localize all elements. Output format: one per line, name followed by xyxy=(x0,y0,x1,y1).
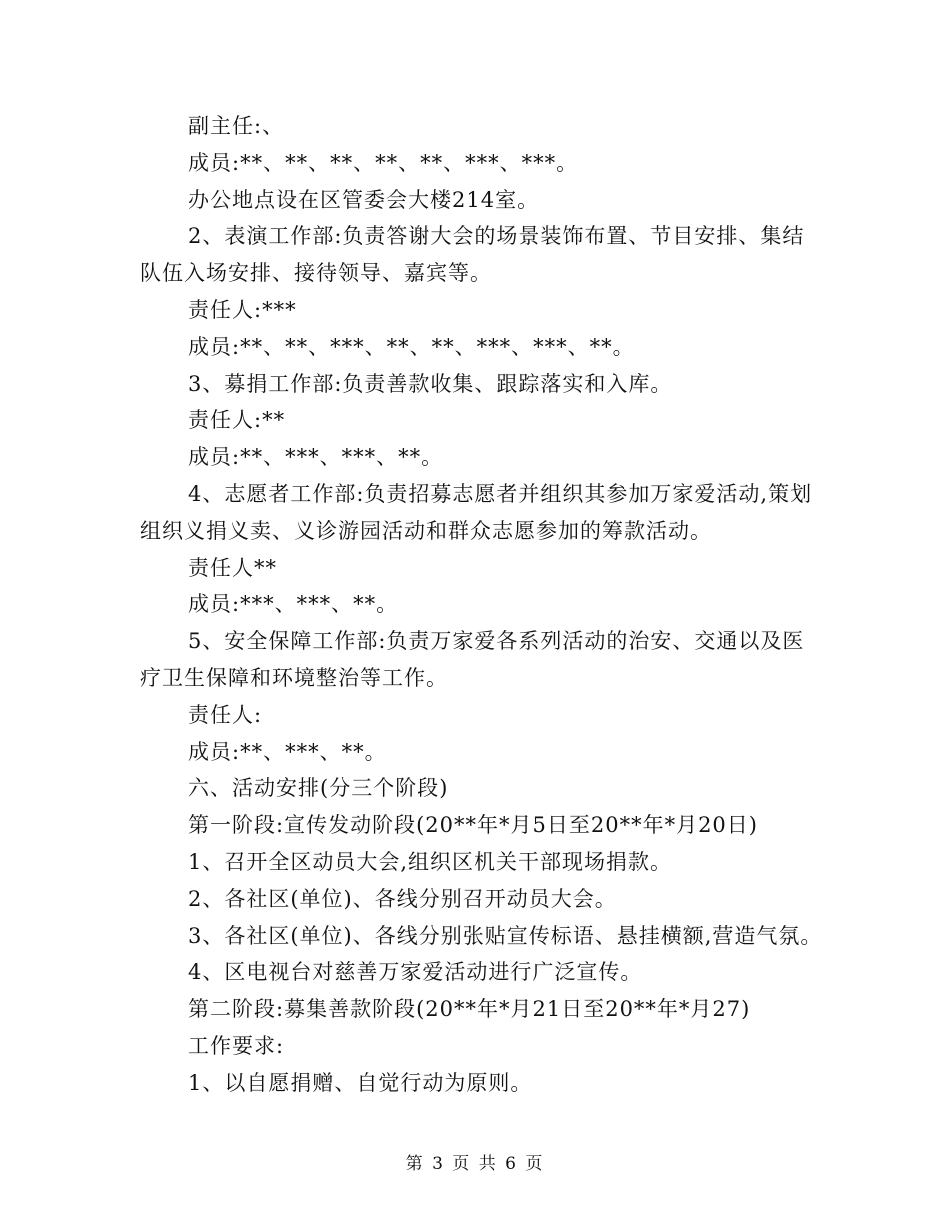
paragraph-line: 成员:**、***、***、**。 xyxy=(188,445,444,470)
paragraph-line: 成员:**、**、**、**、**、***、***。 xyxy=(188,150,579,175)
document-body xyxy=(140,108,823,1102)
paragraph-line: 责任人: xyxy=(188,702,263,727)
paragraph-line: 5、安全保障工作部:负责万家爱各系列活动的治安、交通以及医 xyxy=(188,629,805,654)
paragraph-line: 4、志愿者工作部:负责招募志愿者并组织其参加万家爱活动,策划 xyxy=(188,481,813,506)
paragraph-line: 成员:**、***、**。 xyxy=(188,739,387,764)
paragraph-line: 工作要求: xyxy=(188,1033,285,1058)
paragraph-line: 4、区电视台对慈善万家爱活动进行广泛宣传。 xyxy=(188,960,643,985)
paragraph-line: 2、各社区(单位)、各线分别召开动员大会。 xyxy=(188,886,617,911)
paragraph-line: 组织义捐义卖、义诊游园活动和群众志愿参加的筹款活动。 xyxy=(140,518,712,543)
paragraph-line: 责任人:*** xyxy=(188,297,297,322)
paragraph-line: 1、召开全区动员大会,组织区机关干部现场捐款。 xyxy=(188,849,673,874)
paragraph-line: 成员:***、***、**。 xyxy=(188,592,399,617)
paragraph-line: 2、表演工作部:负责答谢大会的场景装饰布置、节目安排、集结 xyxy=(188,224,805,249)
paragraph-line: 责任人** xyxy=(188,555,277,580)
paragraph-line: 疗卫生保障和环境整治等工作。 xyxy=(140,665,448,690)
paragraph-line: 队伍入场安排、接待领导、嘉宾等。 xyxy=(140,261,492,286)
paragraph-line: 3、募捐工作部:负责善款收集、跟踪落实和入库。 xyxy=(188,371,673,396)
paragraph-line: 3、各社区(单位)、各线分别张贴宣传标语、悬挂横额,营造气氛。 xyxy=(188,923,823,948)
section-heading: 六、活动安排(分三个阶段) xyxy=(188,776,449,801)
paragraph-line: 第二阶段:募集善款阶段(20**年*月21日至20**年*月27) xyxy=(188,997,751,1022)
paragraph-line: 1、以自愿捐赠、自觉行动为原则。 xyxy=(188,1070,533,1095)
paragraph-line: 办公地点设在区管委会大楼214室。 xyxy=(188,187,540,212)
paragraph-line: 成员:**、**、***、**、**、***、***、**。 xyxy=(188,334,635,359)
paragraph-line: 责任人:** xyxy=(188,408,286,433)
page-number-footer: 第 3 页 共 6 页 xyxy=(405,1154,545,1174)
paragraph-line: 第一阶段:宣传发动阶段(20**年*月5日至20**年*月20日) xyxy=(188,813,758,838)
paragraph-line: 副主任:、 xyxy=(188,114,285,138)
